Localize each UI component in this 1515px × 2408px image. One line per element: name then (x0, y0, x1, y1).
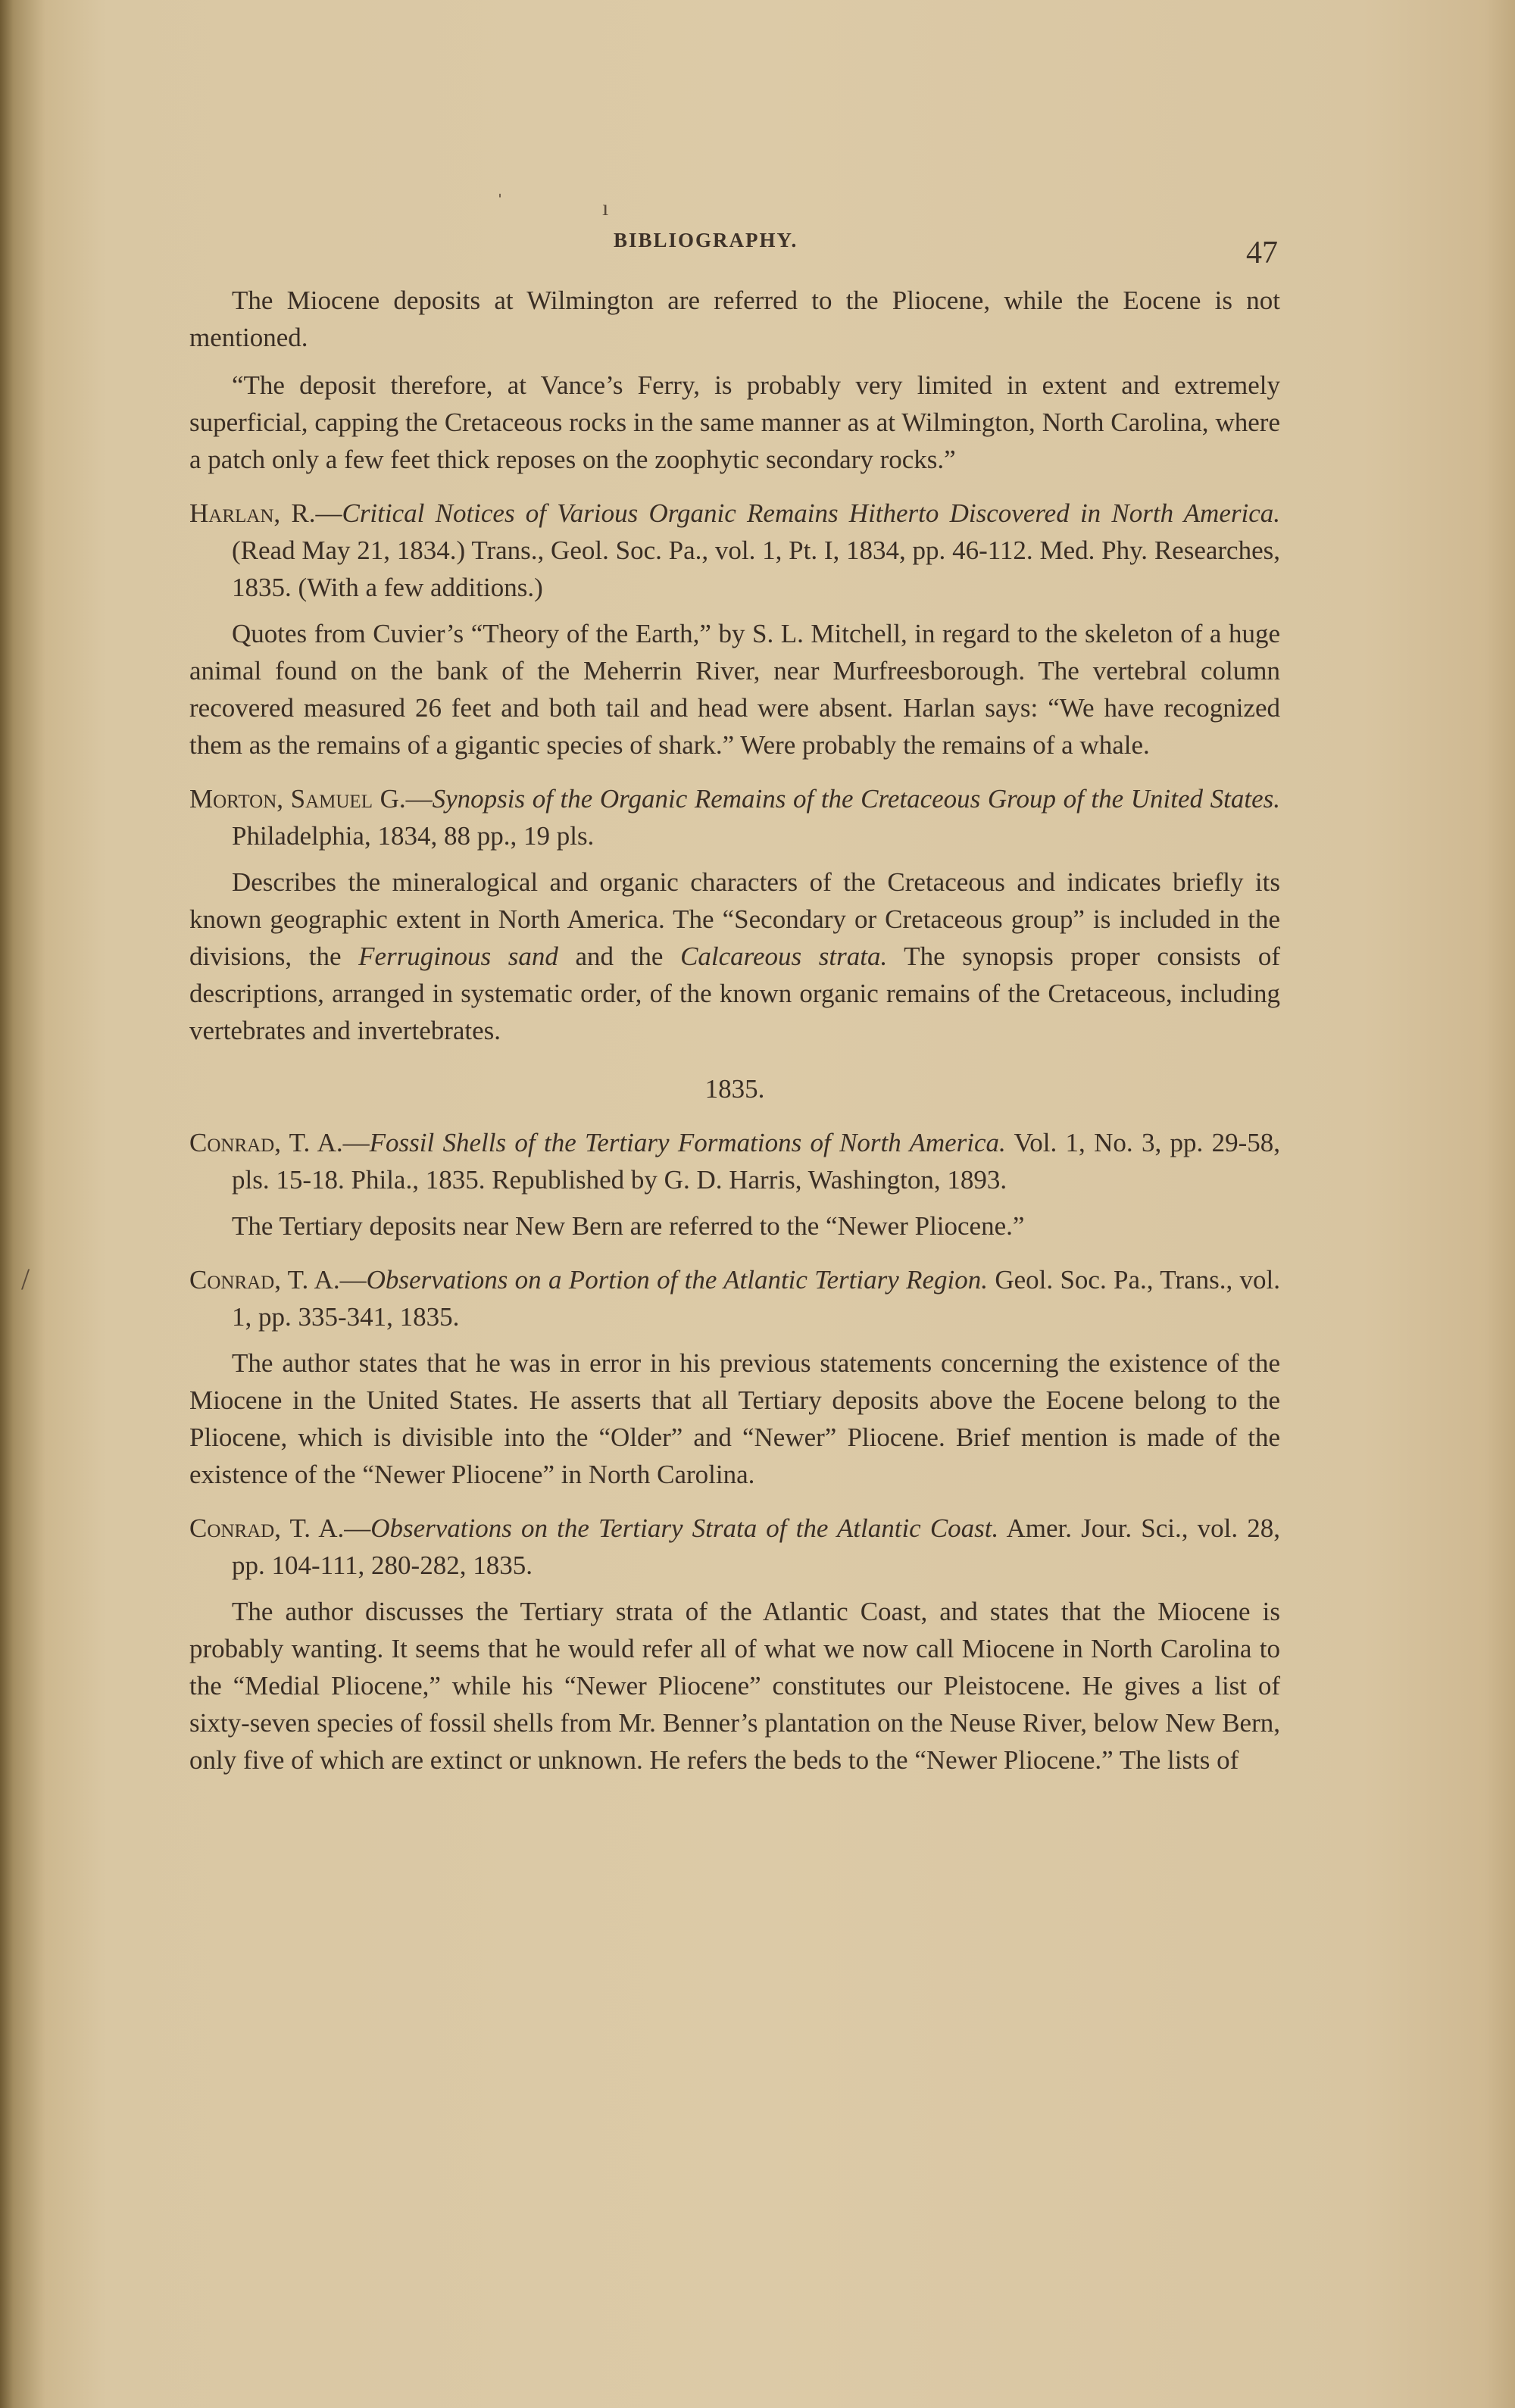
bibliography-entry-conrad-fossil-shells (189, 1124, 1280, 1198)
entry-citation: Philadelphia, 1834, 88 pp., 19 pls. (232, 821, 595, 851)
entry-author: Conrad, T. A.— (189, 1265, 367, 1295)
entry-citation: Geol. Soc. Pa., Trans., vol. 1, pp. 335-341, 1835. (232, 1265, 1281, 1332)
entry-annotation: The author discusses the Tertiary strata of the Atlantic Coast, and states that the Miocene is probably wanting. It seems that he would refer all of what we now call Miocene in North Carolina to the “Medial Pliocene,” while his “Newer Pliocene” constitutes our Pleistocene. He gives a list of sixty-seven species of fossil shells from Mr. Benner’s plantation on the Neuse River, below New Bern, only five of which are extinct or unknown. He refers the beds to the “Newer Pliocene.” The lists of (189, 1597, 1280, 1775)
entry-annotation: The author states that he was in error in his previous statements concerning the existence of the Miocene in the United States. He asserts that all Tertiary deposits above the Eocene belong to the Pliocene, which is divisible into the “Older” and “Newer” Pliocene. Brief mention is made of the existence of the “Newer Pliocene” in North Carolina. (189, 1348, 1280, 1489)
annotation-text: The synopsis proper consists of descriptions, arranged in systematic order, of the known organic remains of the Cretaceous, including vertebrates and invertebrates. (189, 942, 1280, 1045)
bibliography-entry-harlan (189, 495, 1280, 606)
entry-title: Critical Notices of Various Organic Remains Hitherto Discovered in North America. (342, 498, 1281, 528)
entry-title: Observations on a Portion of the Atlantic Tertiary Region. (366, 1265, 988, 1295)
bibliography-entry-morton (189, 780, 1280, 854)
entry-citation: Vol. 1, No. 3, pp. 29-58, pls. 15-18. Phila., 1835. Republished by G. D. Harris, Washington, 1893. (232, 1128, 1280, 1195)
entry-title: Fossil Shells of the Tertiary Formations of North America. (369, 1128, 1006, 1157)
annotation-italic: Calcareous strata. (680, 942, 888, 971)
stray-mark: ı (602, 195, 609, 220)
running-head: BIBLIOGRAPHY. (614, 229, 798, 251)
entry-citation: (Read May 21, 1834.) Trans., Geol. Soc. Pa., vol. 1, Pt. I, 1834, pp. 46-112. Med. Phy. Researches, 1835. (With a few additions.) (232, 536, 1280, 602)
bibliography-entry-conrad-atlantic-region (189, 1261, 1280, 1335)
entry-citation: Amer. Jour. Sci., vol. 28, pp. 104-111, 280-282, 1835. (232, 1513, 1280, 1580)
page-body (189, 282, 1280, 1789)
entry-author: Conrad, T. A.— (189, 1128, 370, 1157)
page-number: 47 (1246, 236, 1278, 270)
year-heading: 1835. (704, 1074, 765, 1104)
entry-author: Morton, Samuel G.— (189, 784, 433, 814)
entry-author: Harlan, R.— (189, 498, 342, 528)
quote-paragraph: “The deposit therefore, at Vance’s Ferry, is probably very limited in extent and extremely superficial, capping the Cretaceous rocks in the same manner as at Wilmington, North Carolina, where a patch only a few feet thick reposes on the zoophytic secondary rocks.” (189, 370, 1280, 474)
entry-author: Conrad, T. A.— (189, 1513, 371, 1543)
entry-title: Observations on the Tertiary Strata of the Atlantic Coast. (370, 1513, 999, 1543)
entry-annotation: Quotes from Cuvier’s “Theory of the Earth,” by S. L. Mitchell, in regard to the skeleton of a huge animal found on the bank of the Meherrin River, near Murfreesborough. The vertebral column recovered measured 26 feet and both tail and head were absent. Harlan says: “We have recognized them as the remains of a gigantic species of shark.” Were probably the remains of a whale. (189, 619, 1280, 760)
entry-annotation (189, 864, 1280, 1049)
bibliography-entry-conrad-tertiary-strata (189, 1510, 1280, 1584)
entry-title: Synopsis of the Organic Remains of the Cretaceous Group of the United States. (432, 784, 1280, 814)
annotation-italic: Ferruginous sand (358, 942, 558, 971)
stray-mark: ˌ (496, 173, 504, 198)
annotation-text: Describes the mineralogical and organic characters of the Cretaceous and indicates briefly its known geographic extent in North America. The “Secondary or Cretaceous group” is included in the divisions, the (189, 867, 1280, 971)
paragraph: The Miocene deposits at Wilmington are referred to the Pliocene, while the Eocene is not mentioned. (189, 286, 1280, 352)
entry-annotation: The Tertiary deposits near New Bern are referred to the “Newer Pliocene.” (232, 1211, 1025, 1241)
margin-pencil-mark: / (21, 1262, 30, 1296)
annotation-text: and the (558, 942, 681, 971)
